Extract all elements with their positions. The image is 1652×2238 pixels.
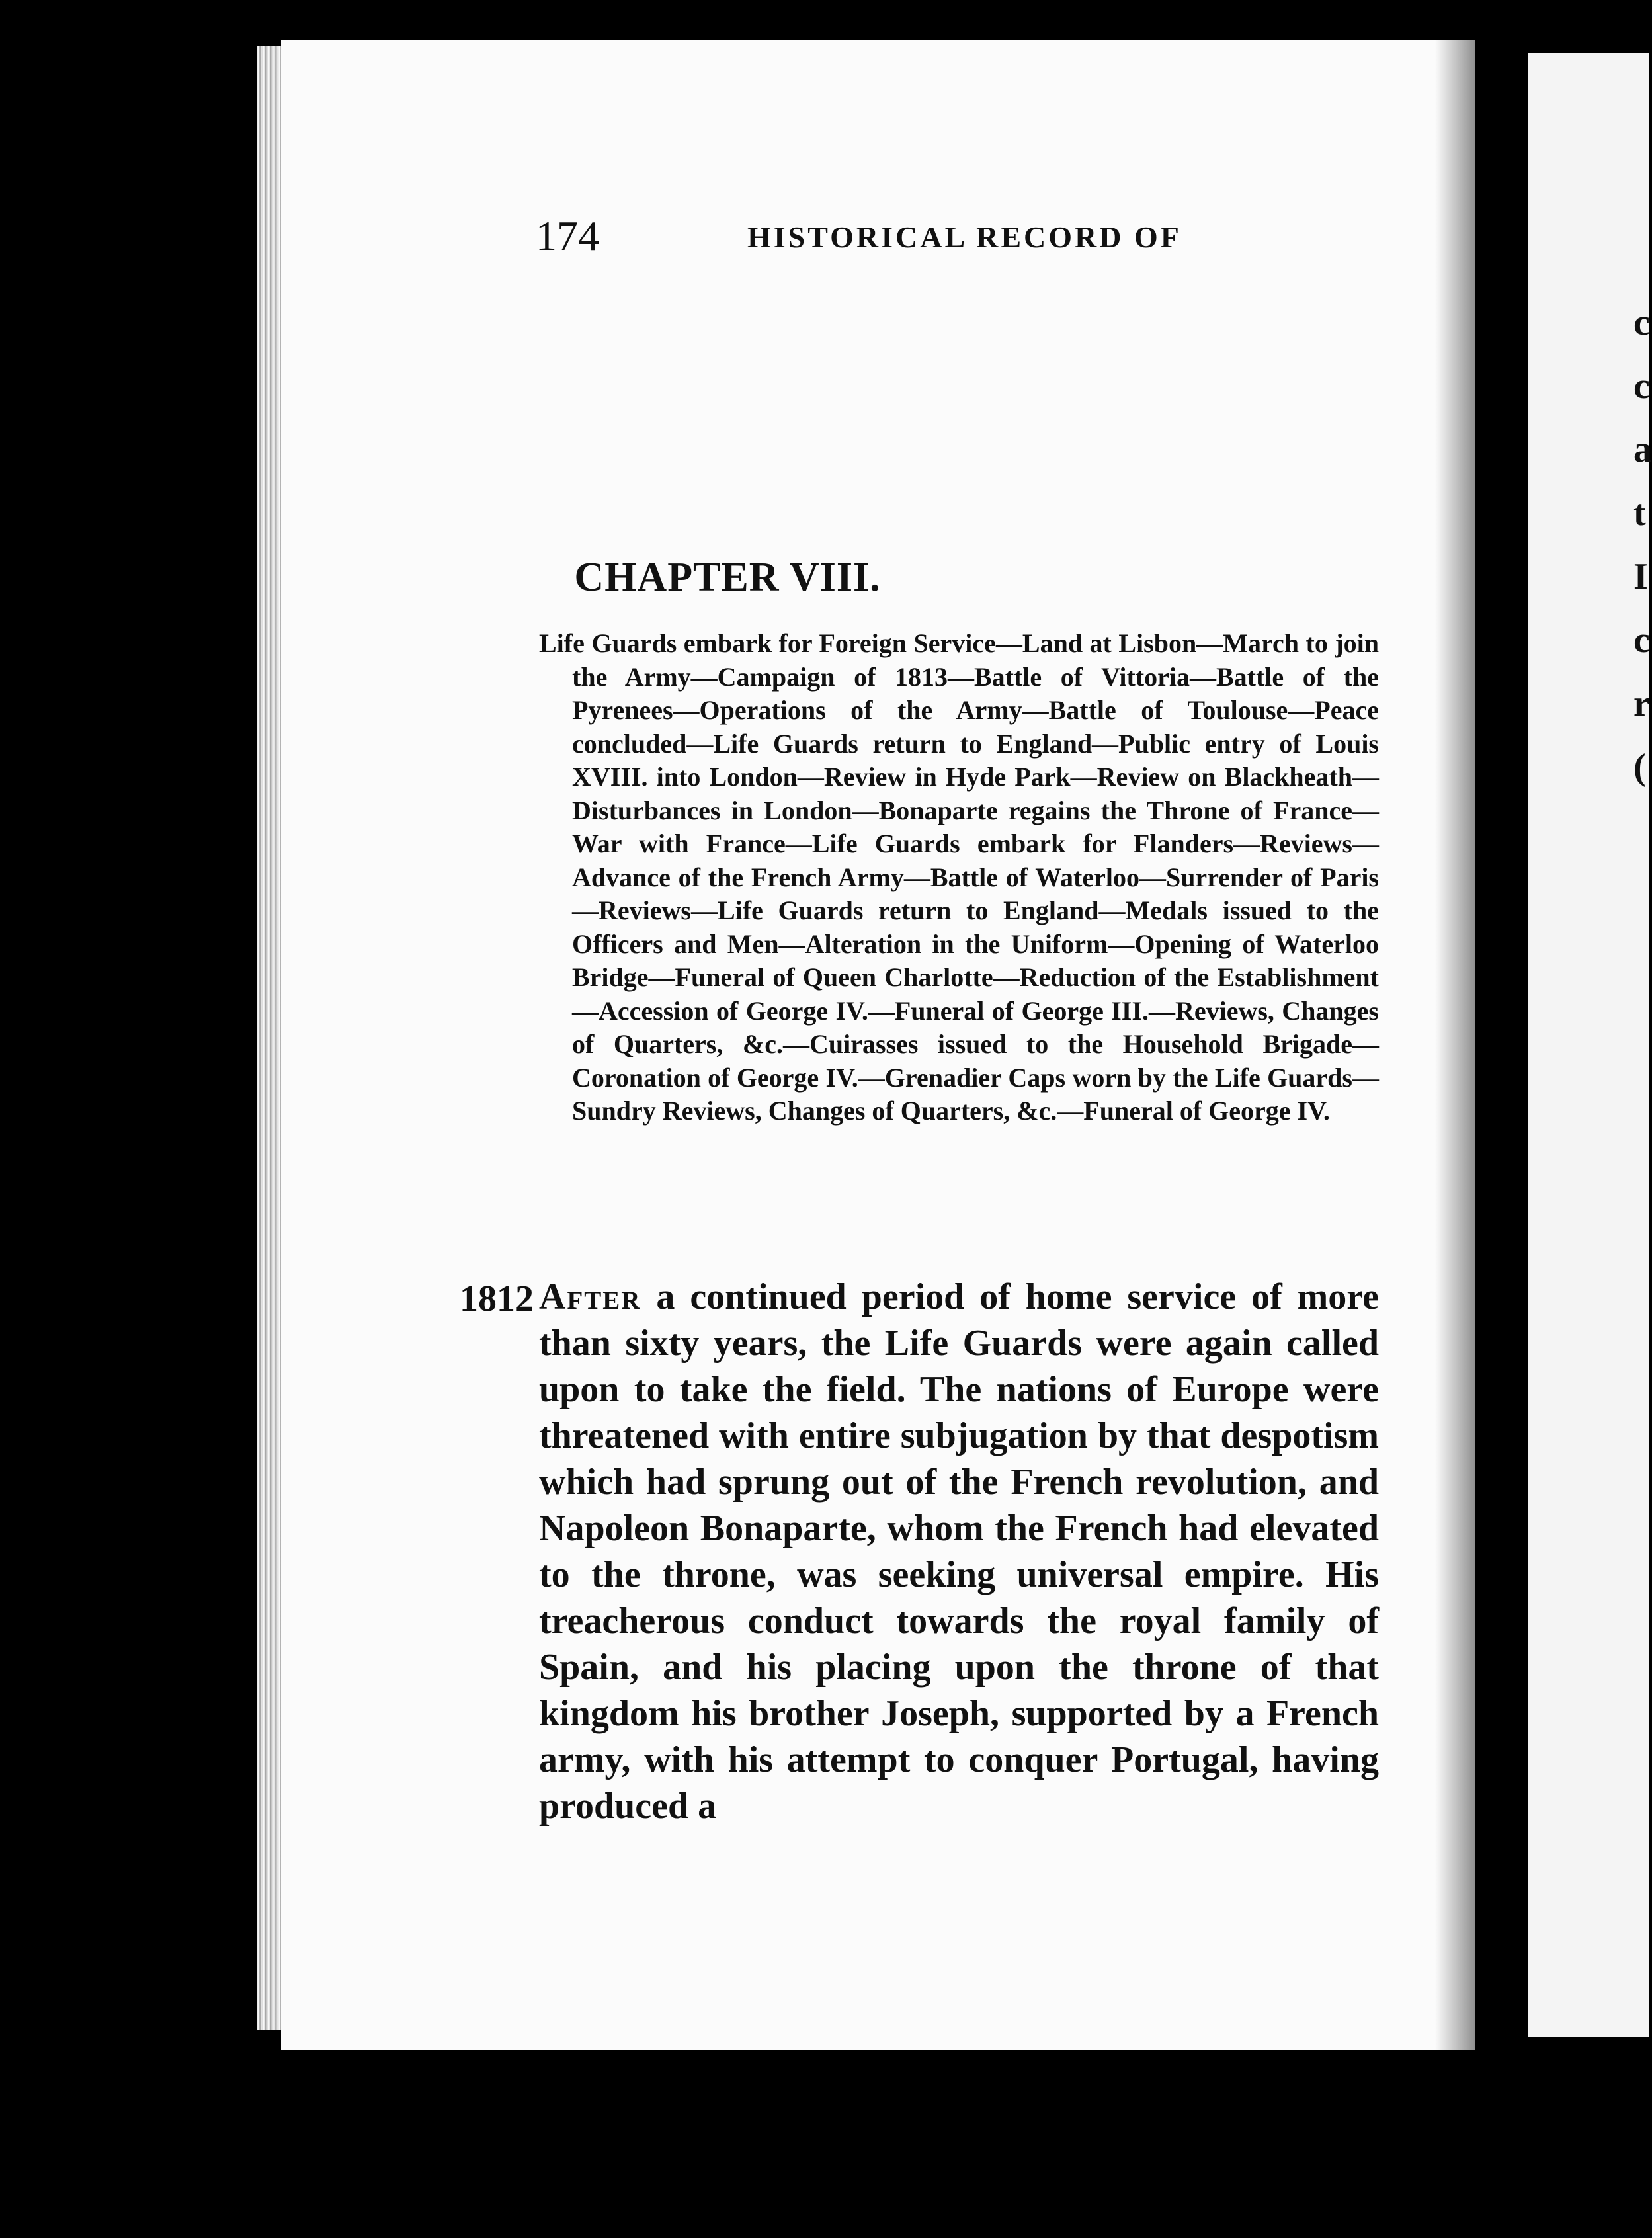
gutter-shadow: [1435, 40, 1521, 2050]
lead-word: After: [539, 1276, 641, 1317]
facing-letter: r: [1633, 683, 1650, 724]
body-paragraph: [539, 1274, 1379, 1829]
margin-year: 1812: [460, 1278, 534, 1319]
facing-letter: c: [1633, 366, 1650, 407]
paragraph-text: a continued period of home service of more than sixty years, the Life Guards were again called upon to take the field. The nations of Europe were threatened with entire subjugation by that despotism which had sprung out of the French revolution, and Napoleon Bonaparte, whom the French had elevated to the throne, was seeking universal empire. His treacherous conduct towards the royal family of Spain, and his placing upon the throne of that kingdom his brother Joseph, supported by a French army, with his attempt to conquer Portugal, having produced a: [539, 1276, 1379, 1827]
facing-page-fragment: [1633, 291, 1652, 799]
facing-letter: c: [1633, 620, 1650, 661]
facing-letter: t: [1633, 493, 1646, 534]
chapter-title: CHAPTER VIII.: [574, 555, 881, 600]
chapter-summary: Life Guards embark for Foreign Service—Land at Lisbon—March to join the Army—Campaign of 1813—Battle of Vittoria—Battle of the Pyrenees—Operations of the Army—Battle of Toulouse—Peace concluded—Life Guards return to England—Public entry of Louis XVIII. into London—Review in Hyde Park—Review on Blackheath—Disturbances in London—Bonaparte regains the Throne of France—War with France—Life Guards embark for Flanders—Reviews—Advance of the French Army—Battle of Waterloo—Surrender of Paris—Reviews—Life Guards return to England—Medals issued to the Officers and Men—Alteration in the Uniform—Opening of Waterloo Bridge—Funeral of Queen Charlotte—Reduction of the Establishment—Accession of George IV.—Funeral of George III.—Reviews, Changes of Quarters, &c.—Cuirasses issued to the Household Brigade—Coronation of George IV.—Grenadier Caps worn by the Life Guards—Sundry Reviews, Changes of Quarters, &c.—Funeral of George IV.: [539, 628, 1379, 1126]
facing-letter: I: [1633, 556, 1648, 597]
facing-letter: c: [1633, 302, 1650, 343]
facing-letter: a: [1633, 429, 1652, 470]
facing-page: [1528, 53, 1652, 2037]
page-edges: [257, 46, 283, 2030]
facing-letter: (: [1633, 747, 1646, 788]
page-number: 174: [536, 212, 599, 259]
page-header: [536, 212, 1428, 265]
running-head: HISTORICAL RECORD OF: [747, 220, 1182, 254]
